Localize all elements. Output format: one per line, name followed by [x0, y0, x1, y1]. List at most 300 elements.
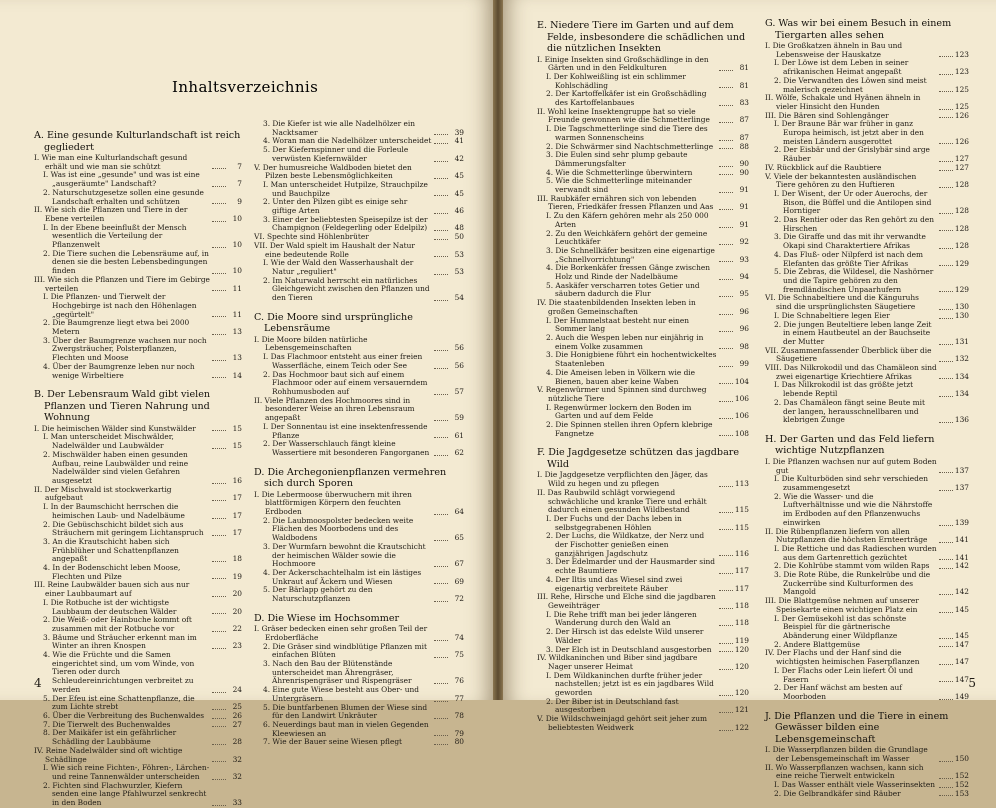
toc-entry — [537, 386, 749, 403]
entry-page-number: 19 — [232, 571, 242, 581]
entry-title: 6. Neuerdings baut man in vielen Gegenden Kleewiesen an — [263, 719, 429, 738]
entry-page-number: 26 — [232, 710, 242, 720]
entry-title: I. Die Lebermoose überwuchern mit ihren blattförmigen Körpern den feuchten Erdboden — [254, 489, 412, 517]
section-heading: C. Die Moore sind ursprüngliche Lebensräume — [254, 311, 413, 335]
dot-leader — [939, 117, 953, 118]
dot-leader — [212, 631, 226, 632]
toc-entry — [537, 212, 749, 229]
dot-leader — [939, 161, 953, 162]
entry-title: I. Das Nilkrokodil ist das größte jetzt lebende Reptil — [774, 380, 914, 399]
toc-entry — [34, 293, 242, 319]
toc-entry — [765, 364, 969, 381]
entry-page-number: 87 — [739, 132, 749, 142]
dot-leader — [939, 56, 953, 57]
entry-page-number: 99 — [739, 359, 749, 369]
entry-title: 5. Die buntfarbenen Blumen der Wiese sind für den Landwirt Unkräuter — [263, 702, 428, 721]
section-heading: F. Die Jagdgesetze schützen das jagdbare Wild — [537, 447, 740, 470]
toc-entry — [765, 268, 969, 294]
dot-leader — [939, 787, 953, 788]
entry-title: 2. Der Hanf wächst am besten auf Moorboden — [774, 683, 903, 701]
entry-page-number: 27 — [232, 719, 242, 729]
toc-entry — [537, 299, 749, 316]
entry-page-number: 129 — [954, 258, 969, 268]
toc-entry — [537, 576, 749, 593]
dot-leader — [434, 394, 448, 395]
dot-leader — [434, 274, 448, 275]
toc-entry — [537, 73, 749, 90]
entry-title: VII. Zusammenfassender Überblick über die Säugetiere — [765, 345, 932, 364]
toc-entry — [537, 195, 749, 212]
entry-page-number: 90 — [739, 158, 749, 168]
dot-leader — [719, 573, 733, 574]
entry-page-number: 22 — [232, 623, 242, 633]
entry-page-number: 147 — [954, 674, 969, 684]
entry-title: I. Man unterscheidet Hutpilze, Strauchpilze und Bauchpilze — [263, 179, 428, 198]
entry-page-number: 128 — [954, 206, 969, 216]
toc-entry — [537, 125, 749, 142]
dot-leader — [434, 566, 448, 567]
entry-page-number: 115 — [734, 522, 749, 532]
entry-title: II. Wohl keine Insektengruppe hat so viele Freunde gewonnen wie die Schmetterlinge — [537, 106, 710, 125]
dot-leader — [939, 318, 953, 319]
toc-entry — [34, 206, 242, 223]
entry-title: II. Wie sich die Pflanzen und Tiere in der Ebene verteilen — [34, 205, 188, 223]
entry-title: 2. Die Schwärmer sind Nachtschmetterlinge — [546, 141, 714, 151]
toc-section — [34, 389, 242, 807]
toc-entry — [537, 317, 749, 334]
entry-page-number: 137 — [954, 483, 969, 493]
dot-leader — [719, 669, 733, 670]
entry-page-number: 53 — [454, 249, 464, 259]
toc-section — [765, 18, 969, 425]
dot-leader — [434, 195, 448, 196]
entry-title: 3. Die Honigbiene führt ein hochentwickeltes Staatenleben — [546, 350, 717, 369]
entry-title: 2. Zu den Weichkäfern gehört der gemeine Leuchtkäfer — [546, 228, 708, 247]
dot-leader — [719, 348, 733, 349]
toc-entry — [34, 782, 242, 808]
toc-entry — [34, 599, 242, 616]
toc-section — [765, 711, 969, 799]
entry-title: I. Der Braune Bär war früher in ganz Europa heimisch, ist jetzt aber in den meisten Ländern ausgerottet — [774, 119, 924, 146]
entry-title: I. Der Flachs oder Lein liefert Öl und Fasern — [774, 665, 914, 684]
entry-title: 7. Die Tierwelt des Buchenwaldes — [43, 719, 171, 729]
entry-page-number: 125 — [954, 101, 969, 111]
entry-title: V. Viele der bekanntesten ausländischen Tiere gehören zu den Huftieren — [765, 171, 917, 190]
toc-entry — [765, 347, 969, 364]
entry-page-number: 78 — [454, 711, 464, 721]
entry-title: 2. Der Luchs, die Wildkatze, der Nerz und der Fischotter genießen einen ganzjährigen Jagdschutz — [546, 531, 705, 558]
dot-leader — [434, 178, 448, 179]
entry-page-number: 147 — [954, 657, 969, 667]
toc-entry — [254, 353, 464, 370]
entry-page-number: 96 — [739, 306, 749, 316]
dot-leader — [939, 230, 953, 231]
toc-entry — [537, 593, 749, 610]
entry-title: 2. Die Gebüschschicht bildet sich aus Sträuchern mit geringem Lichtanspruch — [43, 519, 204, 538]
entry-page-number: 122 — [734, 722, 749, 732]
toc-entry — [34, 564, 242, 581]
entry-title: 4. Über der Baumgrenze leben nur noch wenige Wirbeltiere — [43, 361, 195, 380]
entry-title: 4. Der Ackerschachtelhalm ist ein lästiges Unkraut auf Äckern und Wiesen — [263, 567, 422, 586]
dot-leader — [719, 730, 733, 731]
entry-page-number: 88 — [739, 141, 749, 151]
entry-page-number: 56 — [454, 360, 464, 370]
toc-entry — [537, 698, 749, 715]
entry-title: II. Wo Wasserpflanzen wachsen, kann sich eine reiche Tierwelt entwickeln — [765, 762, 924, 781]
entry-page-number: 128 — [954, 180, 969, 190]
page-number-left: 4 — [34, 676, 42, 690]
toc-entry — [537, 230, 749, 247]
toc-section — [254, 120, 464, 303]
page-title: Inhaltsverzeichnis — [172, 78, 319, 96]
dot-leader — [719, 625, 733, 626]
toc-entry — [537, 471, 749, 488]
entry-page-number: 117 — [734, 566, 749, 576]
dot-leader — [719, 70, 733, 71]
dot-leader — [939, 291, 953, 292]
entry-title: 3. Die Eulen sind sehr plump gebaute Dämmerungsfalter — [546, 150, 688, 168]
section-heading: G. Was wir bei einem Besuch in einem Tiergarten alles sehen — [765, 18, 952, 41]
toc-entry — [537, 247, 749, 264]
entry-page-number: 93 — [739, 254, 749, 264]
toc-entry — [765, 493, 969, 528]
dot-leader — [939, 378, 953, 379]
entry-title: V. Die Wildschweinjagd gehört seit jeher zum beliebtesten Weidwerk — [537, 714, 708, 732]
toc-entry — [254, 660, 464, 686]
entry-page-number: 142 — [954, 587, 969, 597]
entry-page-number: 130 — [954, 310, 969, 320]
entry-title: I. Was ist eine „gesunde" und was ist eine „ausgeräumte" Landschaft? — [43, 170, 200, 189]
entry-title: 2. Mischwälder haben einen gesunden Aufbau, reine Laubwälder und reine Nadelwälder sind vielen Gefahren ausgesetzt — [43, 449, 189, 485]
dot-leader — [212, 613, 226, 614]
dot-leader — [212, 805, 226, 806]
dot-leader — [434, 420, 448, 421]
entry-title: 3. Die Rote Rübe, die Runkelrübe und die Zuckerrübe sind Kulturformen des Mangold — [774, 570, 931, 597]
dot-leader — [719, 227, 733, 228]
dot-leader — [212, 761, 226, 762]
entry-page-number: 10 — [232, 213, 242, 223]
entry-title: 2. Die Verwandten des Löwen sind meist malerisch gezeichnet — [774, 75, 927, 94]
dot-leader — [212, 290, 226, 291]
entry-title: I. In der Ebene beeinflußt der Mensch wesentlich die Verteilung der Pflanzenwelt — [43, 222, 187, 250]
entry-title: 5. Der Kiefernspinner und die Forleule verwüsten Kiefernwälder — [263, 145, 409, 163]
entry-page-number: 117 — [734, 583, 749, 593]
section-heading: H. Der Garten und das Feld liefern wichtige Nutzpflanzen — [765, 433, 935, 457]
entry-page-number: 142 — [954, 561, 969, 571]
toc-entry — [765, 251, 969, 268]
entry-title: 4. Wie die Früchte und die Samen eingerichtet sind, um vom Winde, von Tieren oder durch Schleudereinrichtungen verbreitet zu werden — [43, 650, 195, 694]
entry-page-number: 127 — [954, 154, 969, 164]
entry-page-number: 20 — [232, 589, 242, 599]
entry-title: 5. Die Zebras, die Wildesel, die Nashörner und die Tapire gehören zu den fremdländischen Unpaarhufern — [774, 267, 934, 294]
entry-title: 4. In der Bodenschicht leben Moose, Flechten und Pilze — [43, 563, 181, 581]
entry-page-number: 81 — [739, 63, 749, 73]
dot-leader — [719, 555, 733, 556]
entry-title: I. In der Baumschicht herrschen die heimischen Laub- und Nadelbäume — [43, 502, 185, 520]
entry-title: I. Dem Wildkaninchen durfte früher jeder nachstellen; jetzt ist es ein jagdbares Wild geworden — [546, 670, 714, 698]
dot-leader — [719, 314, 733, 315]
dot-leader — [939, 612, 953, 613]
entry-title: III. Die Bären sind Sohlengänger — [765, 110, 889, 120]
entry-page-number: 15 — [232, 423, 242, 433]
dot-leader — [212, 186, 226, 187]
dot-leader — [939, 170, 953, 171]
toc-entry — [765, 77, 969, 94]
entry-title: 2. Das Rentier oder das Ren gehört zu den Hirschen — [774, 215, 934, 233]
entry-title: I. Die Pflanzen- und Tierwelt der Hochgebirge ist nach den Höhenlagen „gegürtelt" — [43, 292, 197, 319]
toc-entry — [254, 216, 464, 233]
entry-title: I. Der Hummelstaat besteht nur einen Sommer lang — [546, 315, 690, 334]
entry-page-number: 25 — [232, 702, 242, 712]
entry-page-number: 131 — [954, 336, 969, 346]
entry-page-number: 147 — [954, 639, 969, 649]
entry-page-number: 69 — [454, 576, 464, 586]
entry-title: IV. Der Flachs und der Hanf sind die wichtigsten heimischen Faserpflanzen — [765, 648, 920, 667]
toc-entry — [537, 532, 749, 558]
entry-title: 3. Der Edelmarder und der Hausmarder sind echte Baumtiere — [546, 557, 715, 576]
dot-leader — [719, 712, 733, 713]
entry-page-number: 136 — [954, 415, 969, 425]
toc-entry — [34, 154, 242, 171]
toc-entry — [765, 528, 969, 545]
dot-leader — [212, 221, 226, 222]
entry-page-number: 57 — [454, 386, 464, 396]
entry-title: II. Der Mischwald ist stockwerkartig aufgebaut — [34, 484, 172, 503]
dot-leader — [719, 695, 733, 696]
entry-title: 2. Das Chamäleon fängt seine Beute mit der langen, herausschnellbaren und klebrigen Zunge — [774, 397, 925, 425]
entry-title: I. Wie der Wald den Wasserhaushalt der Natur „reguliert" — [263, 258, 414, 276]
dot-leader — [939, 344, 953, 345]
dot-leader — [939, 778, 953, 779]
toc-entry — [254, 277, 464, 303]
entry-title: 4. Die Ameisen leben in Völkern wie die Bienen, bauen aber keine Waben — [546, 367, 696, 386]
entry-title: IV. Rückblick auf die Raubtiere — [765, 162, 882, 172]
dot-leader — [212, 648, 226, 649]
entry-title: 3. Einer der beliebtesten Speisepilze ist der Champignon (Feldegerling oder Edelpilz) — [263, 214, 428, 233]
entry-page-number: 123 — [954, 67, 969, 77]
section-heading: E. Niedere Tiere im Garten und auf dem Felde, insbesondere die schädlichen und die nützlichen Insekten — [537, 20, 746, 54]
entry-title: 2. Die Kohlrübe stammt vom wilden Raps — [774, 561, 930, 571]
toc-entry — [537, 56, 749, 73]
entry-page-number: 94 — [739, 272, 749, 282]
entry-title: 3. Nach den Bau der Blütenstände unterscheidet man Ährengräser, Ährenrispengräser und Rispengräser — [263, 659, 412, 686]
dot-leader — [212, 535, 226, 536]
toc-entry — [254, 704, 464, 721]
dot-leader — [212, 316, 226, 317]
entry-page-number: 98 — [739, 341, 749, 351]
entry-title: 2. Die Tiere suchen die Lebensräume auf, in denen sie die besten Lebensbedingungen finden — [43, 248, 209, 276]
dot-leader — [719, 383, 733, 384]
toc-entry — [254, 259, 464, 276]
toc-entry — [765, 764, 969, 781]
entry-page-number: 75 — [454, 650, 464, 660]
toc-entry — [765, 458, 969, 475]
entry-page-number: 20 — [232, 606, 242, 616]
entry-title: 2. Die jungen Beuteltiere leben lange Zeit in einem Hautbeutel an der Bauchseite der Mutter — [774, 319, 932, 346]
entry-title: 7. Wie der Bauer seine Wiesen pflegt — [263, 737, 403, 747]
dot-leader — [719, 192, 733, 193]
section-heading: B. Der Lebensraum Wald gibt vielen Pflanzen und Tieren Nahrung und Wohnung — [34, 389, 211, 424]
entry-title: I. Die Tagschmetterlinge sind die Tiere des warmen Sonnenscheins — [546, 124, 708, 142]
entry-page-number: 14 — [232, 370, 242, 380]
dot-leader — [719, 418, 733, 419]
dot-leader — [939, 248, 953, 249]
toc-entry — [765, 94, 969, 111]
toc-entry — [34, 433, 242, 450]
entry-page-number: 137 — [954, 465, 969, 475]
toc-entry — [765, 173, 969, 190]
entry-page-number: 41 — [454, 136, 464, 146]
toc-entry — [765, 120, 969, 146]
dot-leader — [212, 273, 226, 274]
entry-title: 4. Die Borkenkäfer fressen Gänge zwischen Holz und Rinde der Nadelbäume — [546, 263, 710, 282]
toc-entry — [765, 545, 969, 562]
toc-entry — [765, 190, 969, 216]
entry-title: 4. Das Fluß- oder Nilpferd ist nach dem Elefanten das größte Tier Afrikas — [774, 249, 923, 268]
entry-page-number: 74 — [454, 632, 464, 642]
dot-leader — [434, 350, 448, 351]
entry-page-number: 150 — [954, 753, 969, 763]
entry-page-number: 65 — [454, 533, 464, 543]
dot-leader — [434, 640, 448, 641]
dot-leader — [939, 422, 953, 423]
dot-leader — [719, 590, 733, 591]
dot-leader — [212, 709, 226, 710]
dot-leader — [939, 490, 953, 491]
entry-title: I. Der Wisent, der Ur oder Auerochs, der Bison, die Büffel und die Antilopen sind Horntiger — [774, 188, 932, 216]
toc-entry — [537, 369, 749, 386]
entry-title: 4. Der Iltis und das Wiesel sind zwei eigenartig verbreitete Räuber — [546, 574, 683, 593]
entry-title: I. Die heimischen Wälder sind Kunstwälder — [34, 423, 196, 433]
section-heading: A. Eine gesunde Kulturlandschaft ist reich gegliedert — [34, 130, 241, 153]
entry-page-number: 145 — [954, 604, 969, 614]
entry-page-number: 91 — [739, 219, 749, 229]
dot-leader — [719, 122, 733, 123]
toc-entry — [34, 616, 242, 633]
toc-entry — [537, 611, 749, 628]
dot-leader — [212, 500, 226, 501]
toc-entry — [34, 747, 242, 764]
toc-entry — [34, 581, 242, 598]
entry-page-number: 130 — [954, 302, 969, 312]
entry-page-number: 126 — [954, 136, 969, 146]
entry-page-number: 23 — [232, 641, 242, 651]
entry-page-number: 50 — [454, 232, 464, 242]
dot-leader — [939, 265, 953, 266]
entry-title: I. Wie sich reine Fichten-, Föhren-, Lärchen- und reine Tannenwälder unterscheiden — [43, 763, 210, 781]
toc-entry — [254, 120, 464, 137]
entry-page-number: 61 — [454, 430, 464, 440]
dot-leader — [939, 542, 953, 543]
dot-leader — [212, 518, 226, 519]
dot-leader — [719, 261, 733, 262]
toc-section — [537, 447, 749, 732]
entry-page-number: 80 — [454, 737, 464, 747]
toc-entry — [537, 351, 749, 368]
toc-entry — [254, 440, 464, 457]
entry-page-number: 7 — [237, 161, 242, 171]
dot-leader — [434, 239, 448, 240]
dot-leader — [939, 568, 953, 569]
entry-title: III. Raubkäfer ernähren sich von lebenden Tieren, Friedkäfer fressen Pflanzen und Aas — [537, 193, 714, 212]
entry-page-number: 106 — [734, 411, 749, 421]
dot-leader — [434, 300, 448, 301]
dot-leader — [939, 761, 953, 762]
toc-entry — [34, 363, 242, 380]
entry-title: 5. Aaskäfer verscharren totes Getier und säubern dadurch die Flur — [546, 280, 700, 299]
entry-page-number: 77 — [454, 693, 464, 703]
entry-page-number: 126 — [954, 110, 969, 120]
section-heading: J. Die Pflanzen und die Tiere in einem Gewässer bilden eine Lebensgemeinschaft — [765, 710, 949, 745]
entry-title: III. Wie sich die Pflanzen und Tiere im Gebirge verteilen — [34, 274, 210, 293]
entry-page-number: 9 — [237, 196, 242, 206]
entry-page-number: 53 — [454, 266, 464, 276]
toc-section — [254, 613, 464, 747]
entry-title: 3. Die Kiefer ist wie alle Nadelhölzer ein Nacktsamer — [263, 119, 415, 137]
entry-page-number: 48 — [454, 223, 464, 233]
toc-entry — [254, 371, 464, 397]
toc-entry — [765, 571, 969, 597]
entry-title: 2. Wie die Wasser- und die Luftverhältnisse und wie die Nährstoffe im Erdboden auf den Pflanzenwuchs einwirken — [774, 491, 933, 527]
toc-column-3 — [537, 20, 749, 733]
toc-entry — [765, 684, 969, 701]
dot-leader — [212, 360, 226, 361]
entry-page-number: 45 — [454, 188, 464, 198]
left-page — [0, 0, 493, 808]
entry-page-number: 76 — [454, 676, 464, 686]
entry-page-number: 7 — [237, 179, 242, 189]
entry-title: III. Rehe, Hirsche und Elche sind die jagdbaren Geweihträger — [537, 592, 716, 610]
section-heading: D. Die Archegonienpflanzen vermehren sich durch Sporen — [254, 466, 447, 490]
dot-leader — [719, 244, 733, 245]
toc-column-2 — [254, 120, 464, 747]
entry-page-number: 83 — [739, 98, 749, 108]
entry-page-number: 141 — [954, 552, 969, 562]
entry-title: 2. Die Gräser sind windblütige Pflanzen mit einfachen Blüten — [263, 641, 427, 660]
dot-leader — [434, 161, 448, 162]
toc-entry — [537, 404, 749, 421]
toc-entry — [765, 399, 969, 425]
entry-page-number: 92 — [739, 237, 749, 247]
entry-page-number: 10 — [232, 240, 242, 250]
dot-leader — [434, 368, 448, 369]
toc-entry — [765, 649, 969, 666]
toc-entry — [537, 108, 749, 125]
dot-leader — [434, 213, 448, 214]
toc-entry — [765, 381, 969, 398]
dot-leader — [939, 109, 953, 110]
entry-page-number: 119 — [734, 635, 749, 645]
toc-entry — [34, 451, 242, 486]
dot-leader — [212, 448, 226, 449]
dot-leader — [434, 230, 448, 231]
entry-page-number: 104 — [734, 376, 749, 386]
dot-leader — [719, 105, 733, 106]
toc-entry — [34, 276, 242, 293]
dot-leader — [719, 87, 733, 88]
toc-section — [537, 20, 749, 438]
toc-entry — [765, 42, 969, 59]
entry-page-number: 46 — [454, 206, 464, 216]
entry-title: 3. Die Giraffe und das mit ihr verwandte Okapi sind Charaktertiere Afrikas — [774, 232, 926, 251]
entry-page-number: 90 — [739, 167, 749, 177]
entry-page-number: 134 — [954, 371, 969, 381]
entry-page-number: 132 — [954, 354, 969, 364]
section-heading: D. Die Wiese im Hochsommer — [254, 612, 400, 624]
dot-leader — [212, 247, 226, 248]
entry-title: 5. Der Bärlapp gehört zu den Naturschutzpflanzen — [263, 585, 373, 604]
entry-title: I. Die Moore bilden natürliche Lebensgemeinschaften — [254, 334, 368, 353]
